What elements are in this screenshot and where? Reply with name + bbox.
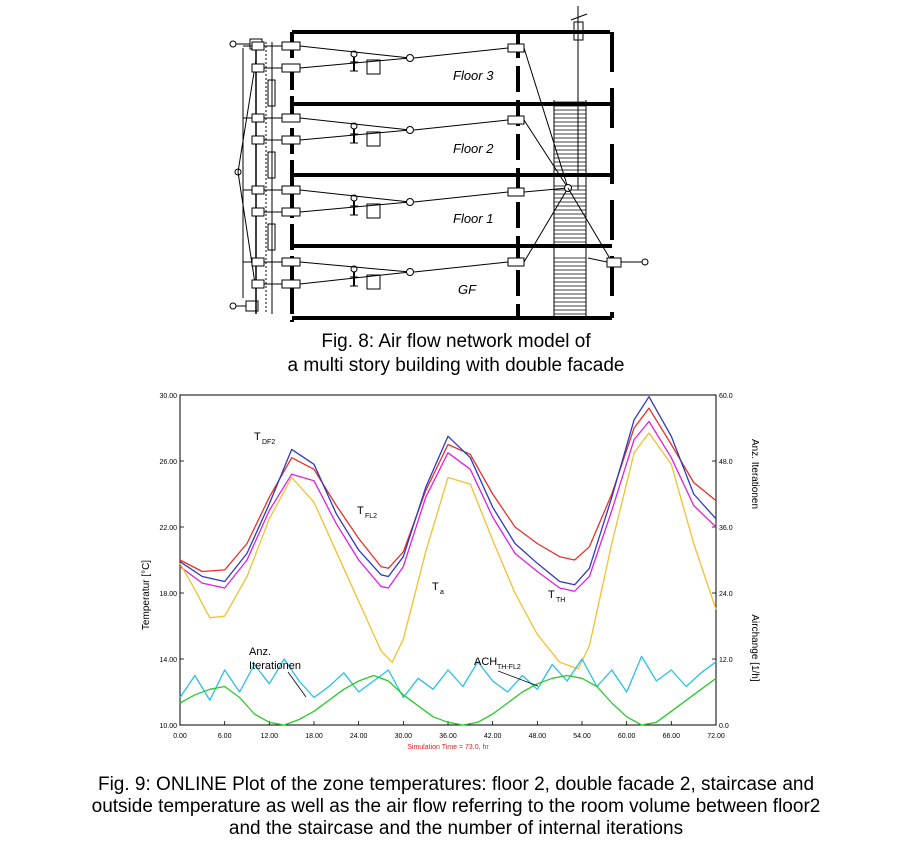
x-tick-label: 12.00 bbox=[260, 733, 279, 740]
y2-tick-label: 36.0 bbox=[719, 525, 733, 532]
occupant-icon bbox=[350, 123, 358, 143]
room-node bbox=[407, 55, 414, 62]
door-opening bbox=[508, 44, 524, 52]
svg-text:ACH: ACH bbox=[474, 656, 498, 668]
x-tick-label: 18.00 bbox=[305, 733, 323, 740]
facade-opening bbox=[252, 114, 264, 122]
x-tick-label: 0.00 bbox=[173, 733, 187, 740]
facade-opening bbox=[252, 208, 264, 216]
stair-exit-opening bbox=[607, 258, 621, 267]
window-opening bbox=[282, 280, 300, 288]
series-line-ach-th-fl2 bbox=[180, 676, 716, 726]
y-tick-label: 30.00 bbox=[159, 393, 177, 400]
fig9-caption-line3: and the staircase and the number of internal iterations bbox=[228, 818, 684, 839]
occupant-icon bbox=[350, 51, 358, 71]
annotation-tth bbox=[548, 589, 565, 604]
y2-axis-label-top: Anz. Iterationen bbox=[749, 438, 760, 510]
door-opening bbox=[508, 258, 524, 266]
y-tick-label: 14.00 bbox=[159, 657, 177, 664]
y2-tick-label: 60.0 bbox=[719, 393, 733, 400]
window-opening bbox=[282, 208, 300, 216]
fig8-caption bbox=[0, 330, 912, 378]
air-flow-network-diagram bbox=[0, 0, 912, 330]
window-opening bbox=[282, 42, 300, 50]
zone-temperature-chart bbox=[0, 380, 912, 760]
occupant-icon bbox=[350, 266, 358, 286]
facade-opening bbox=[252, 136, 264, 144]
x-tick-label: 6.00 bbox=[217, 733, 232, 740]
x-tick-label: 66.00 bbox=[662, 733, 681, 740]
y2-tick-label: 12.0 bbox=[719, 657, 733, 664]
outside-node-top bbox=[230, 41, 236, 47]
window-opening bbox=[282, 136, 300, 144]
facade-opening bbox=[252, 258, 264, 266]
svg-text:Iterationen: Iterationen bbox=[249, 660, 301, 672]
room-node bbox=[407, 127, 414, 134]
outside-node-right bbox=[642, 259, 648, 265]
y-tick-label: 22.00 bbox=[159, 525, 177, 532]
facade-opening bbox=[252, 280, 264, 288]
y2-tick-label: 24.0 bbox=[719, 591, 733, 598]
svg-text:a: a bbox=[440, 589, 444, 596]
occupant-icon bbox=[350, 195, 358, 215]
fig9-caption-line1: Fig. 9: ONLINE Plot of the zone temperatures: floor 2, double facade 2, staircase and bbox=[97, 774, 815, 795]
svg-text:Anz.: Anz. bbox=[249, 646, 272, 658]
series-line-t-df2 bbox=[180, 397, 716, 585]
series-line-t-th bbox=[180, 421, 716, 591]
room-node bbox=[407, 269, 414, 276]
svg-text:T: T bbox=[254, 431, 261, 443]
svg-text:TH-FL2: TH-FL2 bbox=[497, 664, 521, 671]
window-opening bbox=[282, 64, 300, 72]
y2-axis-label-bottom: Airchange [1/h] bbox=[749, 614, 760, 682]
door-opening bbox=[508, 188, 524, 196]
fig8-caption-line1: Fig. 8: Air flow network model of bbox=[321, 331, 591, 352]
y-axis-label: Temperatur [°C] bbox=[141, 559, 152, 631]
floor-label-1: Floor 1 bbox=[453, 211, 494, 226]
x-tick-label: 72.00 bbox=[707, 733, 725, 740]
fig8-caption-line2: a multi story building with double facade bbox=[287, 355, 625, 376]
staircase bbox=[554, 100, 586, 318]
window-opening bbox=[282, 114, 300, 122]
y2-tick-label: 0.0 bbox=[719, 723, 729, 730]
floor-label-gf: GF bbox=[458, 282, 477, 297]
x-tick-label: 54.00 bbox=[573, 733, 591, 740]
floor-label-3: Floor 3 bbox=[453, 68, 494, 83]
facade-opening bbox=[252, 64, 264, 72]
svg-text:T: T bbox=[357, 505, 364, 517]
series-line-t-a bbox=[180, 433, 716, 669]
fig9-caption-line2: outside temperature as well as the air flow referring to the room volume between floor2 bbox=[91, 796, 821, 817]
annotation-tdf2 bbox=[254, 431, 275, 446]
svg-text:T: T bbox=[432, 581, 439, 593]
y-tick-label: 10.00 bbox=[159, 723, 177, 730]
x-tick-label: 36.00 bbox=[439, 733, 457, 740]
facade-opening bbox=[252, 42, 264, 50]
room-node bbox=[407, 199, 414, 206]
svg-text:FL2: FL2 bbox=[365, 513, 378, 520]
y-tick-label: 26.00 bbox=[159, 459, 177, 466]
x-tick-label: 48.00 bbox=[528, 733, 547, 740]
x-tick-label: 24.00 bbox=[349, 733, 368, 740]
fig9-caption bbox=[20, 774, 892, 840]
annotation-iterations bbox=[249, 646, 306, 697]
floor-label-2: Floor 2 bbox=[453, 141, 494, 156]
window-opening bbox=[282, 186, 300, 194]
annotation-tfl2 bbox=[357, 505, 377, 520]
svg-text:DF2: DF2 bbox=[262, 439, 276, 446]
svg-text:TH: TH bbox=[556, 597, 566, 604]
simulation-time-label: Simulation Time = 73.0, hr bbox=[407, 744, 489, 751]
y-tick-label: 18.00 bbox=[159, 591, 177, 598]
annotation-ta bbox=[432, 581, 444, 596]
heat-source-box bbox=[367, 275, 380, 289]
y2-tick-label: 48.0 bbox=[719, 459, 733, 466]
x-tick-label: 60.00 bbox=[617, 733, 636, 740]
outside-node-bottom bbox=[230, 303, 236, 309]
door-opening bbox=[508, 116, 524, 124]
svg-text:T: T bbox=[548, 589, 555, 601]
x-tick-label: 42.00 bbox=[483, 733, 502, 740]
window-opening bbox=[282, 258, 300, 266]
facade-opening bbox=[252, 186, 264, 194]
x-tick-label: 30.00 bbox=[394, 733, 413, 740]
